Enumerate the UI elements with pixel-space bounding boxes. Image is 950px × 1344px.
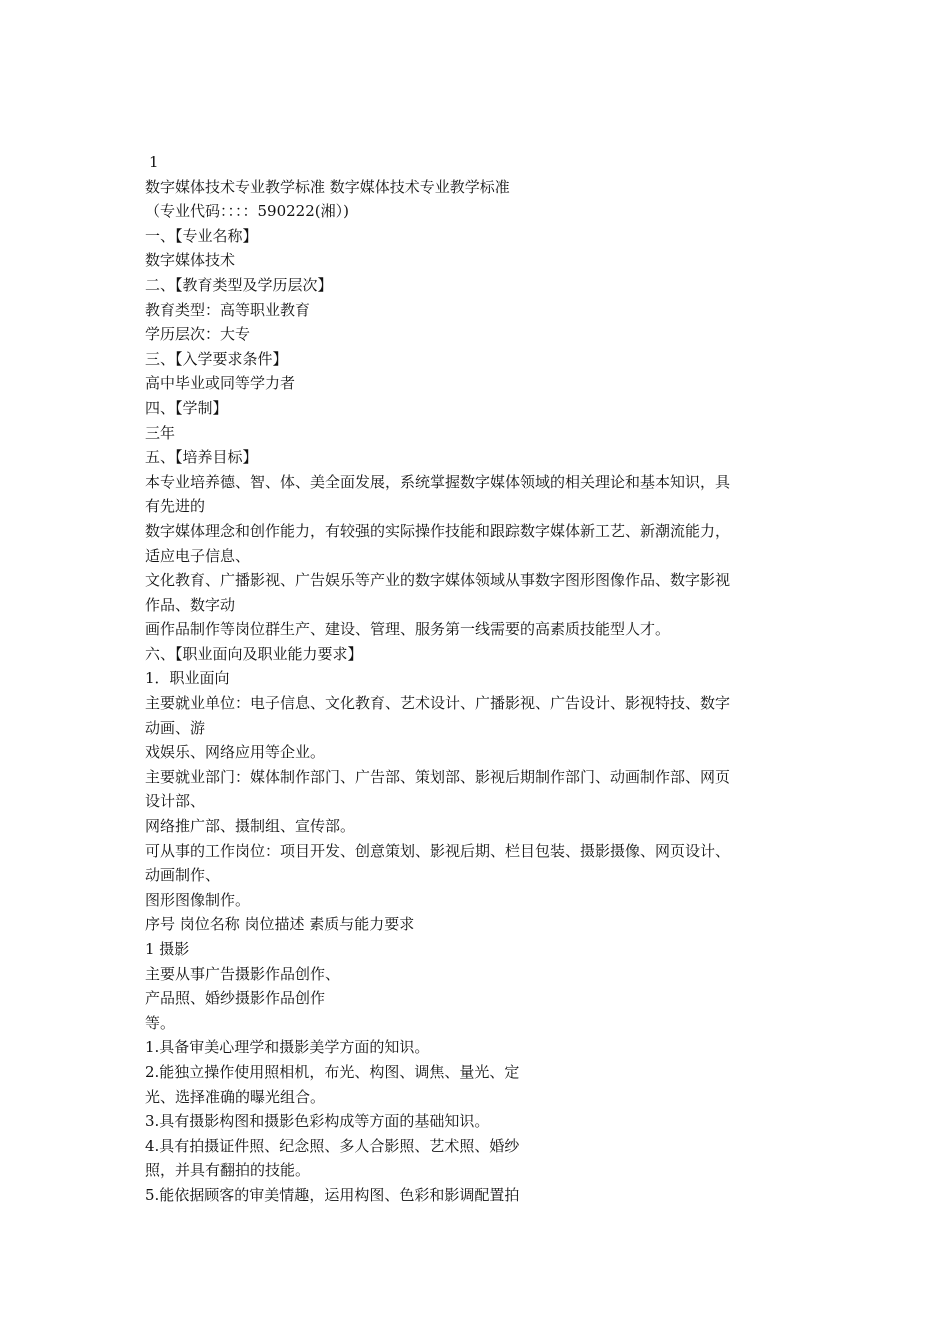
table-row-line: 主要从事广告摄影作品创作、 [145, 964, 341, 983]
text-line: 作品、数字动 [145, 595, 236, 614]
subsection-heading: 1．职业面向 [145, 669, 230, 688]
doc-title: 数字媒体技术专业教学标准 数字媒体技术专业教学标准 [145, 177, 510, 196]
table-header-line: 序号 岗位名称 岗位描述 素质与能力要求 [145, 915, 415, 934]
text-line: 学历层次：大专 [145, 325, 251, 344]
section-heading-major-name: 一、【专业名称】 [145, 226, 258, 245]
table-row-line: 等。 [145, 1013, 176, 1032]
document-body [145, 175, 810, 1208]
table-row-line: 照，并具有翻拍的技能。 [145, 1161, 311, 1180]
text-line: 可从事的工作岗位：项目开发、创意策划、影视后期、栏目包装、摄影摄像、网页设计、 [145, 841, 731, 860]
document-page [145, 150, 810, 1208]
text-line: 动画制作、 [145, 866, 221, 885]
table-row-line: 1 摄影 [145, 940, 190, 958]
section-heading-career: 六、【职业面向及职业能力要求】 [145, 644, 363, 663]
text-line: 设计部、 [145, 792, 206, 811]
text-line: 网络推广部、摄制组、宣传部。 [145, 817, 356, 836]
text-line: 教育类型：高等职业教育 [145, 300, 311, 319]
text-line: 主要就业部门：媒体制作部门、广告部、策划部、影视后期制作部门、动画制作部、网页 [145, 767, 731, 786]
table-row-line: 产品照、婚纱摄影作品创作 [145, 989, 326, 1008]
section-heading-objective: 五、【培养目标】 [145, 448, 258, 467]
text-line: 三年 [145, 423, 176, 442]
text-line: 本专业培养德、智、体、美全面发展，系统掌握数字媒体领域的相关理论和基本知识，具 [145, 472, 731, 491]
section-heading-admission: 三、【入学要求条件】 [145, 349, 288, 368]
text-line: 高中毕业或同等学力者 [145, 374, 296, 393]
text-line: 戏娱乐、网络应用等企业。 [145, 743, 326, 762]
text-line: 数字媒体技术 [145, 251, 236, 270]
table-row-line: 4.具有拍摄证件照、纪念照、多人合影照、艺术照、婚纱 [145, 1136, 520, 1155]
text-line: 画作品制作等岗位群生产、建设、管理、服务第一线需要的高素质技能型人才。 [145, 620, 671, 639]
page-number: 1 [149, 153, 159, 171]
text-line: 动画、游 [145, 718, 206, 737]
text-line: 主要就业单位：电子信息、文化教育、艺术设计、广播影视、广告设计、影视特技、数字 [145, 694, 731, 713]
section-heading-education-type: 二、【教育类型及学历层次】 [145, 275, 333, 294]
text-line: 文化教育、广播影视、广告娱乐等产业的数字媒体领域从事数字图形图像作品、数字影视 [145, 571, 731, 590]
table-row-line: 3.具有摄影构图和摄影色彩构成等方面的基础知识。 [145, 1112, 490, 1131]
text-line: 有先进的 [145, 497, 206, 516]
text-line: 适应电子信息、 [145, 546, 251, 565]
table-row-line: 5.能依据顾客的审美情趣，运用构图、色彩和影调配置拍 [145, 1185, 520, 1204]
text-line: 数字媒体理念和创作能力，有较强的实际操作技能和跟踪数字媒体新工艺、新潮流能力， [145, 521, 731, 540]
table-row-line: 光、选择准确的曝光组合。 [145, 1087, 326, 1106]
table-row-line: 2.能独立操作使用照相机，布光、构图、调焦、量光、定 [145, 1062, 520, 1081]
text-line: 图形图像制作。 [145, 890, 251, 909]
section-heading-duration: 四、【学制】 [145, 398, 228, 417]
major-code: （专业代码：：：：590222(湘）) [145, 202, 349, 221]
table-row-line: 1.具备审美心理学和摄影美学方面的知识。 [145, 1038, 430, 1057]
